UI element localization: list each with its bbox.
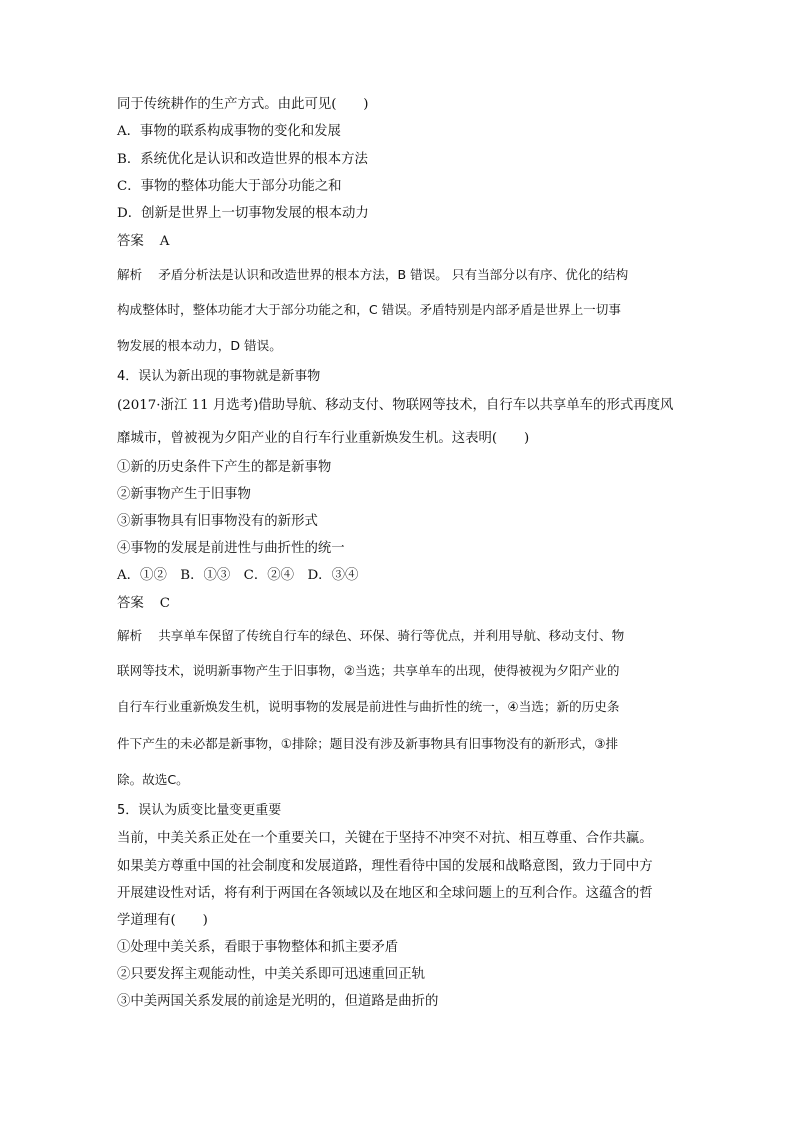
q4-answer-label: 答案 bbox=[117, 596, 144, 611]
q5-stem-line-1: 当前，中美关系正处在一个重要关口，关键在于坚持不冲突不对抗、相互尊重、合作共赢。 bbox=[117, 831, 653, 846]
q5-statement-2: ②只要发挥主观能动性，中美关系即可迅速重回正轨 bbox=[117, 967, 425, 982]
q3-option-a: A．事物的联系构成事物的变化和发展 bbox=[117, 124, 341, 139]
q5-stem-line-3: 开展建设性对话，将有利于两国在各领域以及在地区和全球问题上的互利合作。这蕴含的哲 bbox=[117, 886, 653, 901]
q3-option-b: B．系统优化是认识和改造世界的根本方法 bbox=[117, 152, 368, 167]
q3-option-c: C．事物的整体功能大于部分功能之和 bbox=[117, 179, 342, 194]
q3-answer-label: 答案 bbox=[117, 234, 144, 249]
q3-analysis-label: 解析 bbox=[117, 267, 143, 282]
q5-statement-3: ③中美两国关系发展的前途是光明的，但道路是曲折的 bbox=[117, 994, 439, 1009]
q4-heading: 4．误认为新出现的事物就是新事物 bbox=[117, 369, 321, 384]
q4-analysis-line-2: 联网等技术，说明新事物产生于旧事物，②当选；共享单车的出现，使得被视为夕阳产业的 bbox=[117, 663, 620, 678]
q3-option-d: D．创新是世界上一切事物发展的根本动力 bbox=[117, 206, 369, 221]
q5-stem-line-4: 学道理有( ) bbox=[117, 913, 208, 928]
q4-analysis-text-1: 共享单车保留了传统自行车的绿色、环保、骑行等优点，并利用导航、移动支付、物 bbox=[158, 628, 625, 643]
q3-analysis-line-1 bbox=[117, 266, 682, 284]
q4-analysis-label: 解析 bbox=[117, 628, 143, 643]
q4-analysis-line-4: 件下产生的未必都是新事物，①排除；题目没有涉及新事物具有旧事物没有的新形式，③排 bbox=[117, 736, 619, 751]
q5-stem-line-2: 如果美方尊重中国的社会制度和发展道路，理性看待中国的发展和战略意图，致力于同中方 bbox=[117, 859, 653, 874]
q4-statement-4: ④事物的发展是前进性与曲折性的统一 bbox=[117, 541, 345, 556]
q4-answer-value: C bbox=[159, 596, 171, 611]
q4-analysis-line-1 bbox=[117, 627, 682, 645]
q3-analysis-line-2: 构成整体时，整体功能才大于部分功能之和，C 错误。矛盾特别是内部矛盾是世界上一切事 bbox=[117, 302, 621, 317]
intro-line: 同于传统耕作的生产方式。由此可见( ) bbox=[117, 97, 369, 112]
q4-stem-line-1: (2017·浙江 11 月选考)借助导航、移动支付、物联网等技术，自行车以共享单车的形式再度风 bbox=[117, 398, 674, 413]
q4-stem-line-2: 靡城市，曾被视为夕阳产业的自行车行业重新焕发生机。这表明( ) bbox=[117, 431, 530, 446]
q5-heading: 5．误认为质变比量变更重要 bbox=[117, 803, 282, 818]
q5-statement-1: ①处理中美关系，看眼于事物整体和抓主要矛盾 bbox=[117, 940, 399, 955]
q4-statement-3: ③新事物具有旧事物没有的新形式 bbox=[117, 514, 318, 529]
q4-statement-1: ①新的历史条件下产生的都是新事物 bbox=[117, 460, 332, 475]
q4-analysis-line-3: 自行车行业重新焕发生机，说明事物的发展是前进性与曲折性的统一，④当选；新的历史条 bbox=[117, 699, 620, 714]
q3-analysis-line-3: 物发展的根本动力，D 错误。 bbox=[117, 338, 282, 353]
q4-options: A．①② B．①③ C．②④ D．③④ bbox=[117, 568, 359, 583]
q3-answer bbox=[117, 233, 677, 251]
q4-analysis-line-5: 除。故选C。 bbox=[117, 772, 189, 787]
q4-statement-2: ②新事物产生于旧事物 bbox=[117, 487, 251, 502]
q3-analysis-text-1: 矛盾分析法是认识和改造世界的根本方法，B 错误。 只有当部分以有序、优化的结构 bbox=[158, 267, 629, 282]
q4-answer bbox=[117, 595, 677, 613]
q3-answer-value: A bbox=[159, 234, 170, 249]
